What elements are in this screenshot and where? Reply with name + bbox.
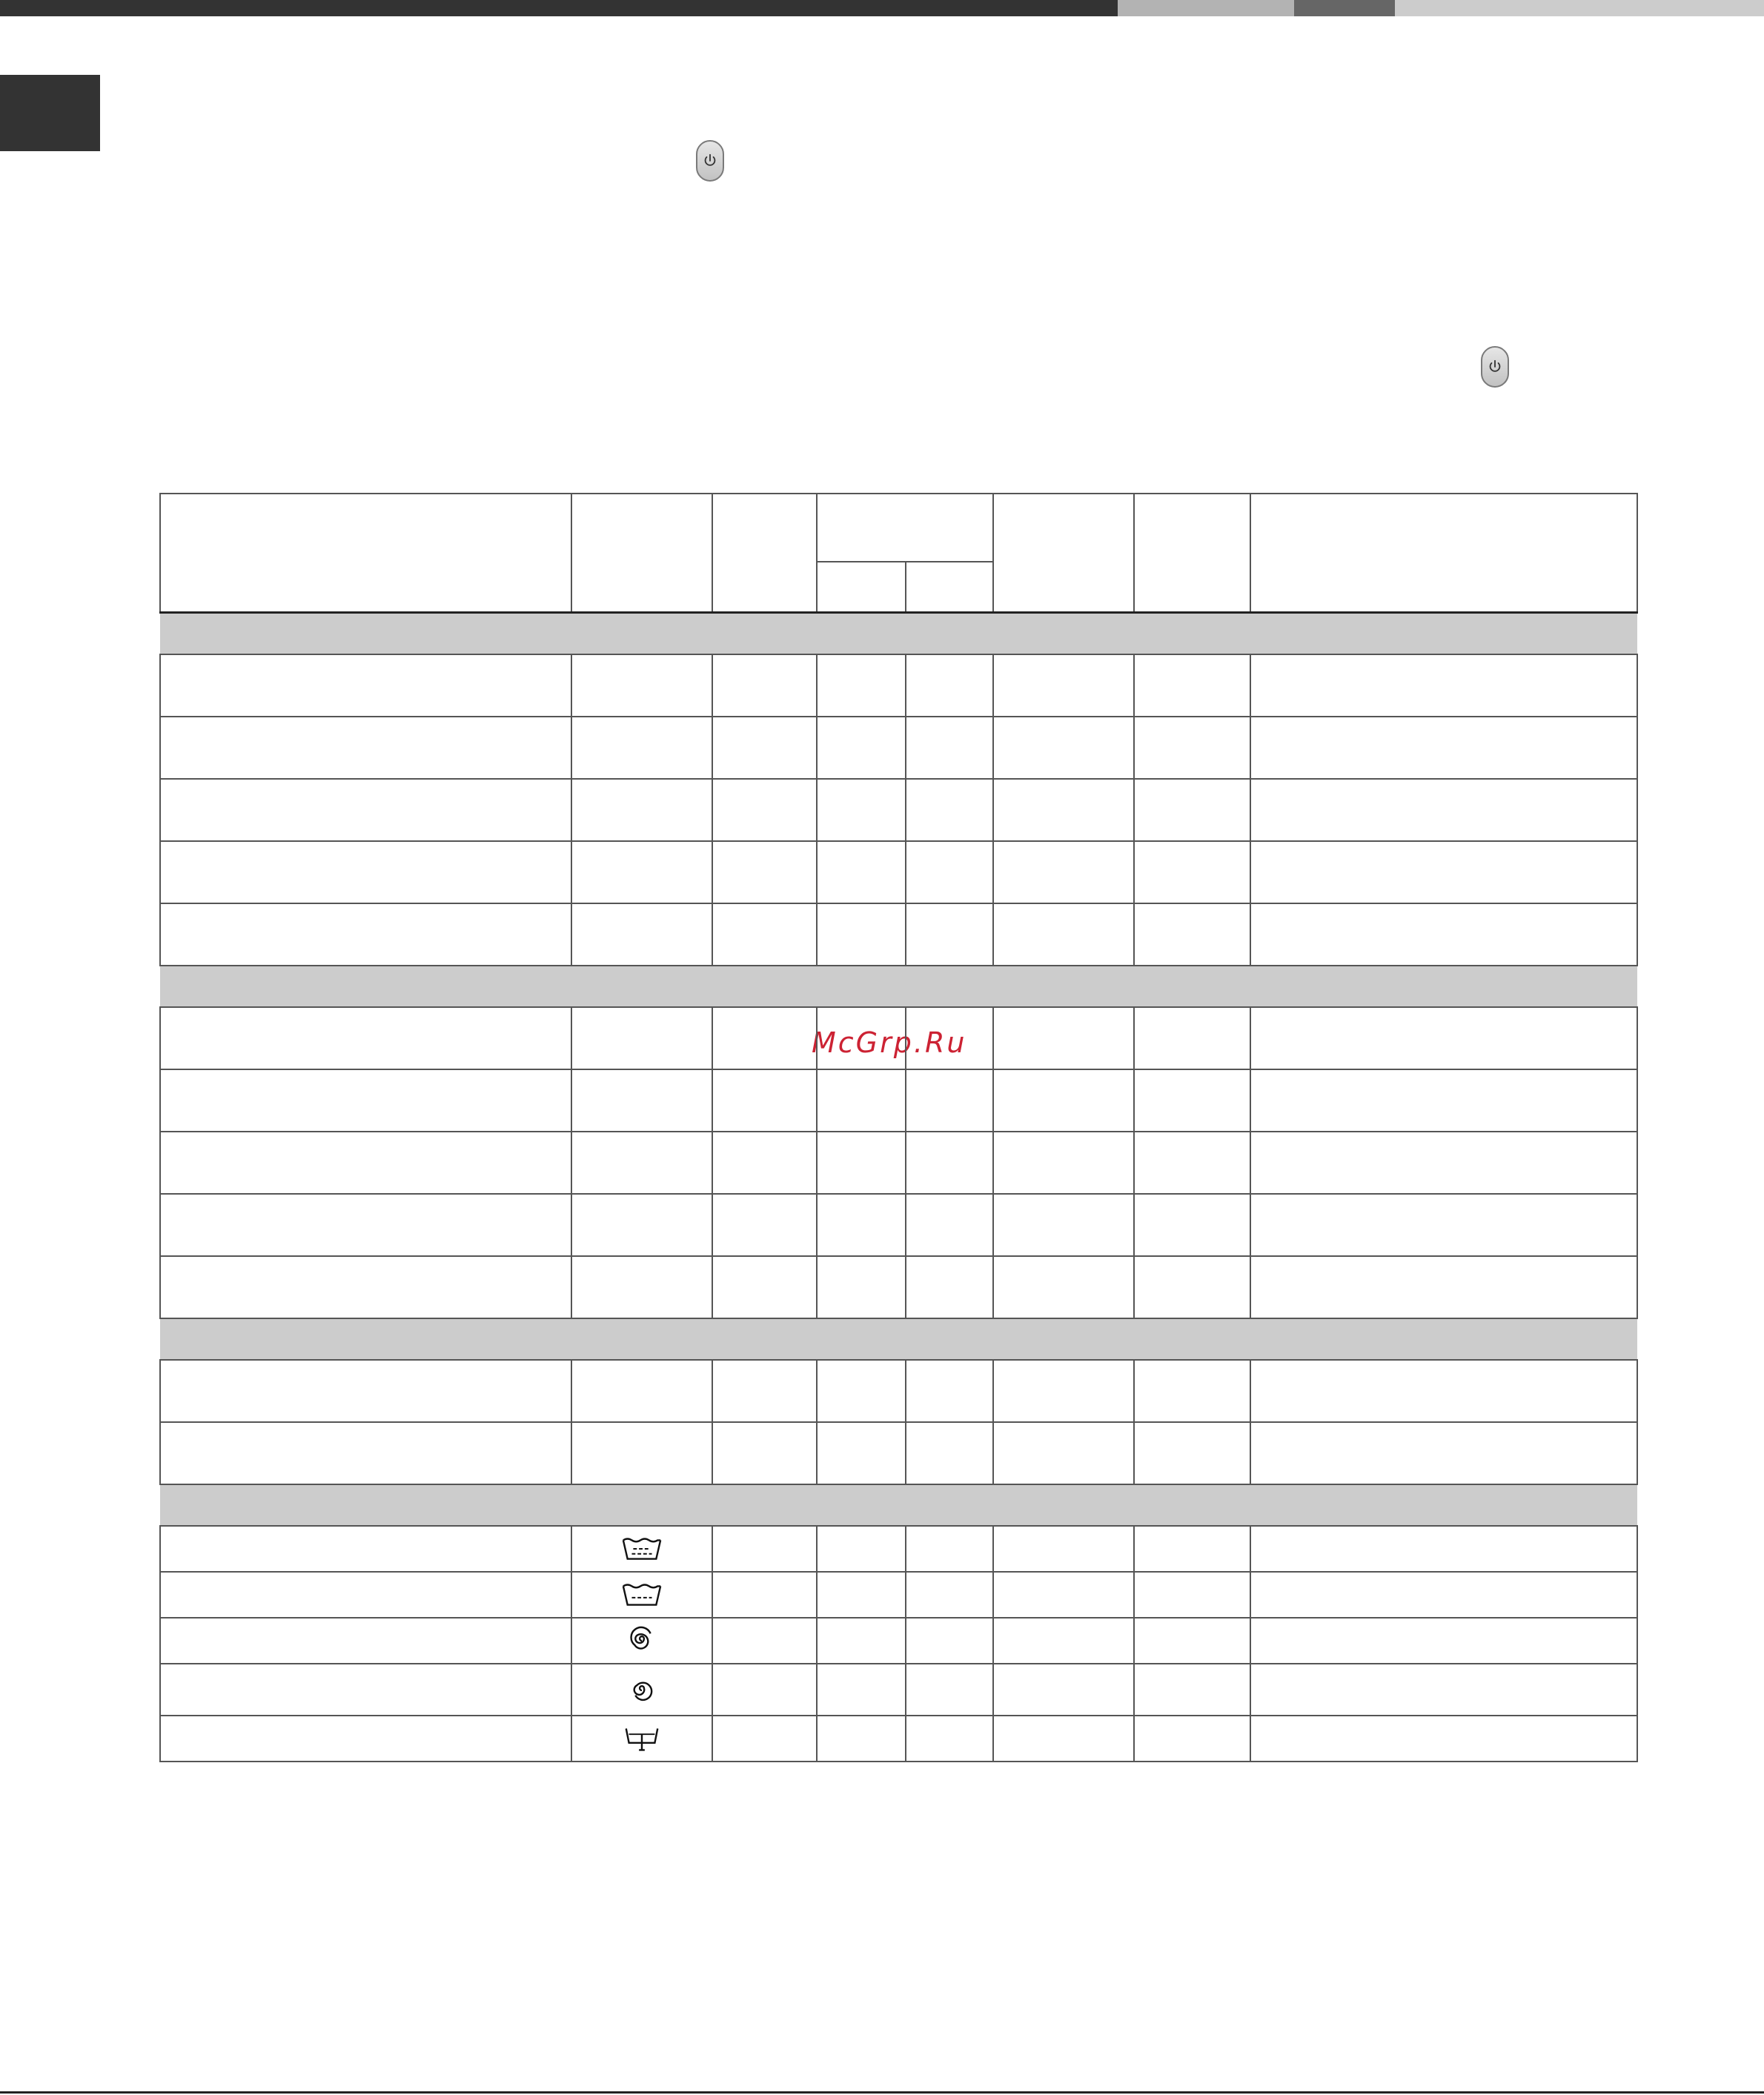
table-cell xyxy=(571,841,712,903)
table-cell xyxy=(906,1194,993,1256)
group-row xyxy=(160,1318,1637,1360)
power-button-icon xyxy=(696,140,724,182)
table-cell xyxy=(817,779,906,841)
table-cell xyxy=(906,1664,993,1716)
table-cell xyxy=(1250,1526,1637,1572)
table-cell xyxy=(712,903,817,966)
group-cell xyxy=(160,613,1637,655)
table-cell xyxy=(817,1256,906,1318)
table-cell xyxy=(712,1664,817,1716)
table-cell xyxy=(817,1664,906,1716)
table-cell xyxy=(160,1572,571,1618)
table-cell xyxy=(571,1194,712,1256)
table-cell xyxy=(1250,1422,1637,1484)
group-cell xyxy=(160,1318,1637,1360)
delicate-spin-icon xyxy=(620,1675,663,1704)
table-row xyxy=(160,1069,1637,1132)
table-cell xyxy=(1134,654,1250,717)
group-row xyxy=(160,1484,1637,1526)
table-cell xyxy=(571,1069,712,1132)
table-cell xyxy=(712,1526,817,1572)
table-cell xyxy=(1134,1716,1250,1762)
drain-icon xyxy=(620,1724,663,1753)
table-cell xyxy=(1134,1572,1250,1618)
table-cell xyxy=(993,1132,1134,1194)
table-cell xyxy=(817,903,906,966)
table-cell xyxy=(817,1194,906,1256)
table-cell xyxy=(906,1360,993,1422)
table-cell xyxy=(817,1526,906,1572)
table-cell xyxy=(1134,1256,1250,1318)
table-cell xyxy=(712,654,817,717)
table-cell xyxy=(1250,1194,1637,1256)
table-cell xyxy=(1250,779,1637,841)
table-cell xyxy=(571,1572,712,1618)
header-cell xyxy=(993,494,1134,613)
table-cell xyxy=(993,1360,1134,1422)
table-row xyxy=(160,841,1637,903)
table-cell xyxy=(817,841,906,903)
spin-icon xyxy=(620,1626,663,1656)
table-cell xyxy=(817,1618,906,1664)
top-bar-pale xyxy=(1395,0,1764,16)
programme-table xyxy=(159,493,1637,1762)
table-row xyxy=(160,1360,1637,1422)
table-cell xyxy=(906,1618,993,1664)
table-cell xyxy=(571,779,712,841)
table-cell xyxy=(1250,654,1637,717)
table-cell xyxy=(1250,1069,1637,1132)
group-row xyxy=(160,966,1637,1007)
gentle-wash-tub-icon xyxy=(620,1580,663,1610)
table-row xyxy=(160,1007,1637,1069)
table-row xyxy=(160,903,1637,966)
table-cell xyxy=(571,1618,712,1664)
table-row xyxy=(160,1664,1637,1716)
table-row xyxy=(160,1572,1637,1618)
header-cell xyxy=(712,494,817,613)
table-cell xyxy=(571,1132,712,1194)
table-cell xyxy=(1134,1194,1250,1256)
header-cell xyxy=(906,562,993,613)
table-cell xyxy=(1134,717,1250,779)
table-cell xyxy=(1250,1716,1637,1762)
table-row xyxy=(160,1618,1637,1664)
top-bar-light xyxy=(1118,0,1294,16)
table-cell xyxy=(993,903,1134,966)
table-cell xyxy=(571,1360,712,1422)
table-row xyxy=(160,654,1637,717)
table-cell xyxy=(571,1422,712,1484)
footer-rule xyxy=(0,2091,1764,2094)
power-icon xyxy=(1487,359,1503,375)
power-button-icon xyxy=(1481,346,1509,388)
table-cell xyxy=(906,1132,993,1194)
table-cell xyxy=(1134,1618,1250,1664)
table-cell xyxy=(1250,717,1637,779)
table-cell xyxy=(712,779,817,841)
table-cell xyxy=(906,1069,993,1132)
table-cell xyxy=(712,1132,817,1194)
table-cell xyxy=(906,779,993,841)
table-cell xyxy=(1134,1069,1250,1132)
table-cell xyxy=(906,1526,993,1572)
group-row xyxy=(160,613,1637,655)
table-cell xyxy=(1134,779,1250,841)
table-cell xyxy=(1134,1360,1250,1422)
table-cell xyxy=(712,1572,817,1618)
table-cell xyxy=(160,1618,571,1664)
table-cell xyxy=(160,717,571,779)
table-cell xyxy=(817,654,906,717)
wash-tub-icon xyxy=(620,1534,663,1564)
table-cell xyxy=(712,1360,817,1422)
table-cell xyxy=(571,1664,712,1716)
table-cell xyxy=(571,1007,712,1069)
table-cell xyxy=(906,903,993,966)
table-cell xyxy=(571,1526,712,1572)
group-cell xyxy=(160,966,1637,1007)
table-row xyxy=(160,1194,1637,1256)
table-cell xyxy=(817,1422,906,1484)
table-cell xyxy=(571,717,712,779)
table-cell xyxy=(906,1422,993,1484)
table-row xyxy=(160,1422,1637,1484)
table-cell xyxy=(906,1007,993,1069)
table-cell xyxy=(817,1132,906,1194)
table-cell xyxy=(993,1007,1134,1069)
table-cell xyxy=(906,1716,993,1762)
table-cell xyxy=(817,1360,906,1422)
table-cell xyxy=(1250,841,1637,903)
table-cell xyxy=(160,1256,571,1318)
table-cell xyxy=(1134,1007,1250,1069)
header-cell xyxy=(160,494,571,613)
table-cell xyxy=(712,1422,817,1484)
table-cell xyxy=(712,1069,817,1132)
table-cell xyxy=(993,1664,1134,1716)
table-cell xyxy=(571,1716,712,1762)
table-cell xyxy=(1250,1572,1637,1618)
header-cell xyxy=(571,494,712,613)
table-cell xyxy=(817,1716,906,1762)
table-cell xyxy=(571,654,712,717)
header-cell xyxy=(1134,494,1250,613)
table-cell xyxy=(993,1526,1134,1572)
table-cell xyxy=(571,903,712,966)
table-cell xyxy=(160,1360,571,1422)
table-cell xyxy=(993,654,1134,717)
table-row xyxy=(160,1526,1637,1572)
table-cell xyxy=(1250,1618,1637,1664)
table-cell xyxy=(817,1069,906,1132)
table-cell xyxy=(817,1572,906,1618)
power-icon xyxy=(702,153,718,169)
table-cell xyxy=(160,1069,571,1132)
table-cell xyxy=(993,717,1134,779)
table-cell xyxy=(1134,1132,1250,1194)
table-cell xyxy=(571,1256,712,1318)
table-cell xyxy=(906,654,993,717)
table-cell xyxy=(160,1716,571,1762)
table-cell xyxy=(1134,1664,1250,1716)
table-cell xyxy=(160,1007,571,1069)
table-cell xyxy=(160,779,571,841)
table-cell xyxy=(712,1007,817,1069)
table-cell xyxy=(993,1572,1134,1618)
table-cell xyxy=(160,1194,571,1256)
header-cell xyxy=(817,494,993,562)
language-tab xyxy=(0,75,100,151)
table-cell xyxy=(906,717,993,779)
table-cell xyxy=(160,654,571,717)
table-cell xyxy=(712,1618,817,1664)
table-row xyxy=(160,1256,1637,1318)
header-cell xyxy=(1250,494,1637,613)
header-cell xyxy=(817,562,906,613)
table-cell xyxy=(993,1069,1134,1132)
table-row xyxy=(160,717,1637,779)
table-row xyxy=(160,1716,1637,1762)
table-cell xyxy=(817,1007,906,1069)
table-cell xyxy=(712,1194,817,1256)
table-cell xyxy=(1250,1360,1637,1422)
table-cell xyxy=(993,1716,1134,1762)
table-cell xyxy=(160,1422,571,1484)
table-cell xyxy=(160,841,571,903)
top-bar-dark xyxy=(0,0,1118,16)
table-cell xyxy=(906,841,993,903)
table-cell xyxy=(712,1716,817,1762)
table-cell xyxy=(993,1422,1134,1484)
group-cell xyxy=(160,1484,1637,1526)
table-cell xyxy=(1250,1664,1637,1716)
table-cell xyxy=(993,1618,1134,1664)
table-cell xyxy=(1134,1526,1250,1572)
table-cell xyxy=(817,717,906,779)
table-cell xyxy=(1134,841,1250,903)
table-cell xyxy=(993,841,1134,903)
table-cell xyxy=(906,1572,993,1618)
table-cell xyxy=(993,1256,1134,1318)
table-cell xyxy=(160,903,571,966)
table-cell xyxy=(1250,1007,1637,1069)
table-row xyxy=(160,779,1637,841)
table-cell xyxy=(1250,1132,1637,1194)
watermark: McGrp.Ru xyxy=(812,1026,967,1059)
table-cell xyxy=(160,1132,571,1194)
table-cell xyxy=(712,841,817,903)
table-cell xyxy=(1134,1422,1250,1484)
table-cell xyxy=(712,1256,817,1318)
table-cell xyxy=(1134,903,1250,966)
table-header-row xyxy=(160,494,1637,562)
table-cell xyxy=(1250,1256,1637,1318)
top-bar-mid xyxy=(1294,0,1395,16)
table-cell xyxy=(906,1256,993,1318)
table-cell xyxy=(993,1194,1134,1256)
table-cell xyxy=(160,1664,571,1716)
table-cell xyxy=(712,717,817,779)
table-row xyxy=(160,1132,1637,1194)
table-cell xyxy=(1250,903,1637,966)
table-cell xyxy=(160,1526,571,1572)
table-cell xyxy=(993,779,1134,841)
